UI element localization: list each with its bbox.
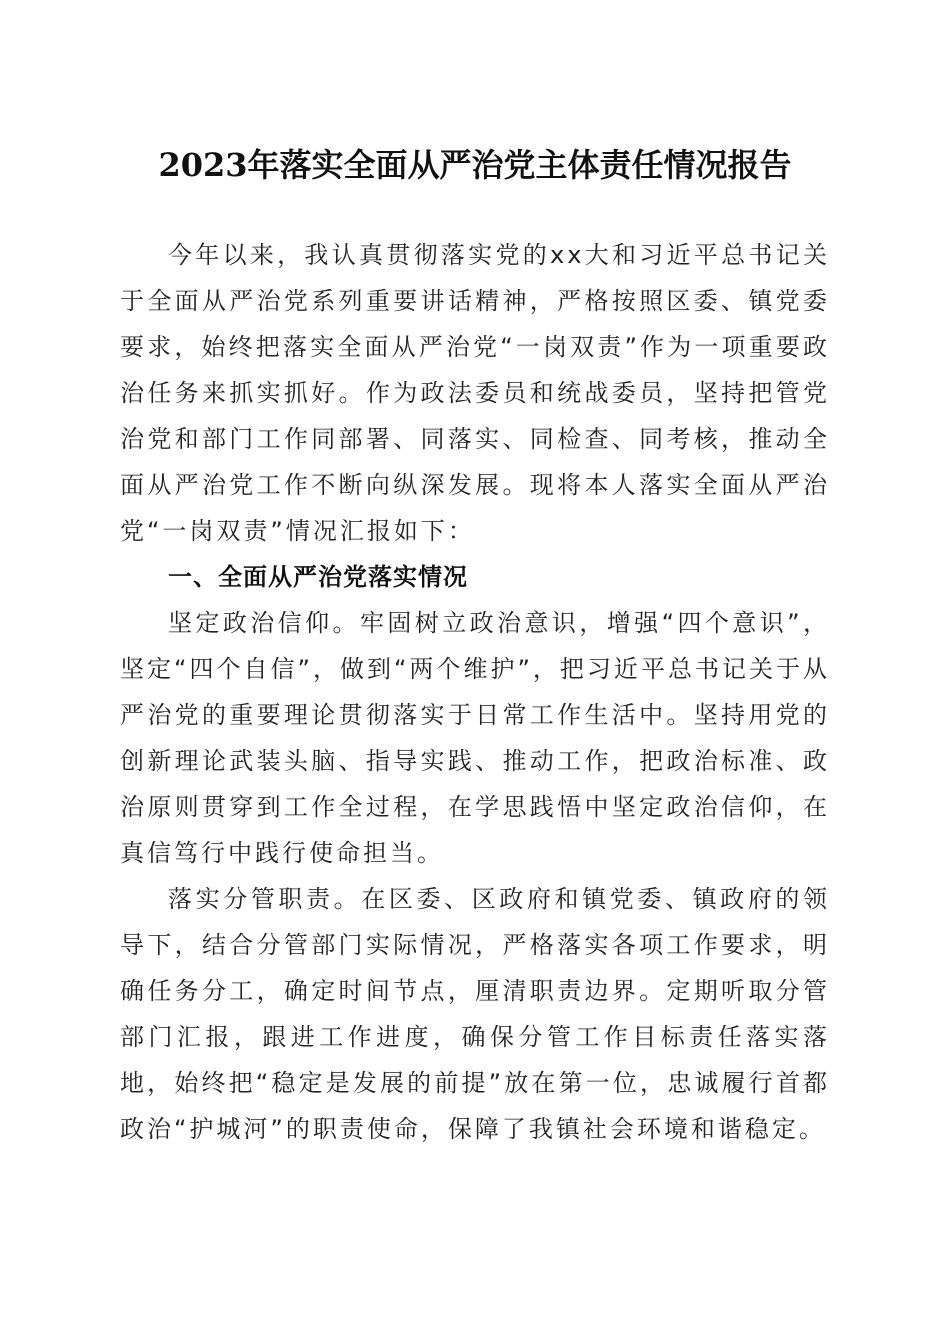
section-heading: 一、全面从严治党落实情况: [168, 563, 468, 591]
duty-paragraph: 落实分管职责。在区委、区政府和镇党委、镇政府的领导下，结合分管部门实际情况，严格落实各项工作要求，明确任务分工，确定时间节点，厘清职责边界。定期听取分管部门汇报，跟进工作进度，确保分管工作目标责任落实落地，始终把“稳定是发展的前提”放在第一位，忠诚履行首都政治“护城河”的职责使命，保障了我镇社会环境和谐稳定。: [120, 885, 830, 1143]
political-belief-paragraph: 坚定政治信仰。牢固树立政治意识，增强“四个意识”，坚定“四个自信”，做到“两个维护”，把习近平总书记关于从严治党的重要理论贯彻落实于日常工作生活中。坚持用党的创新理论武装头脑、指导实践、推动工作，把政治标准、政治原则贯穿到工作全过程，在学思践悟中坚定政治信仰，在真信笃行中践行使命担当。: [120, 609, 830, 867]
document-body: [120, 232, 830, 1152]
document-title: 2023年落实全面从严治党主体责任情况报告: [158, 146, 792, 184]
intro-paragraph: 今年以来，我认真贯彻落实党的xx大和习近平总书记关于全面从严治党系列重要讲话精神，严格按照区委、镇党委要求，始终把落实全面从严治党“一岗双责”作为一项重要政治任务来抓实抓好。作为政法委员和统战委员，坚持把管党治党和部门工作同部署、同落实、同检查、同考核，推动全面从严治党工作不断向纵深发展。现将本人落实全面从严治党“一岗双责”情况汇报如下：: [120, 241, 830, 545]
